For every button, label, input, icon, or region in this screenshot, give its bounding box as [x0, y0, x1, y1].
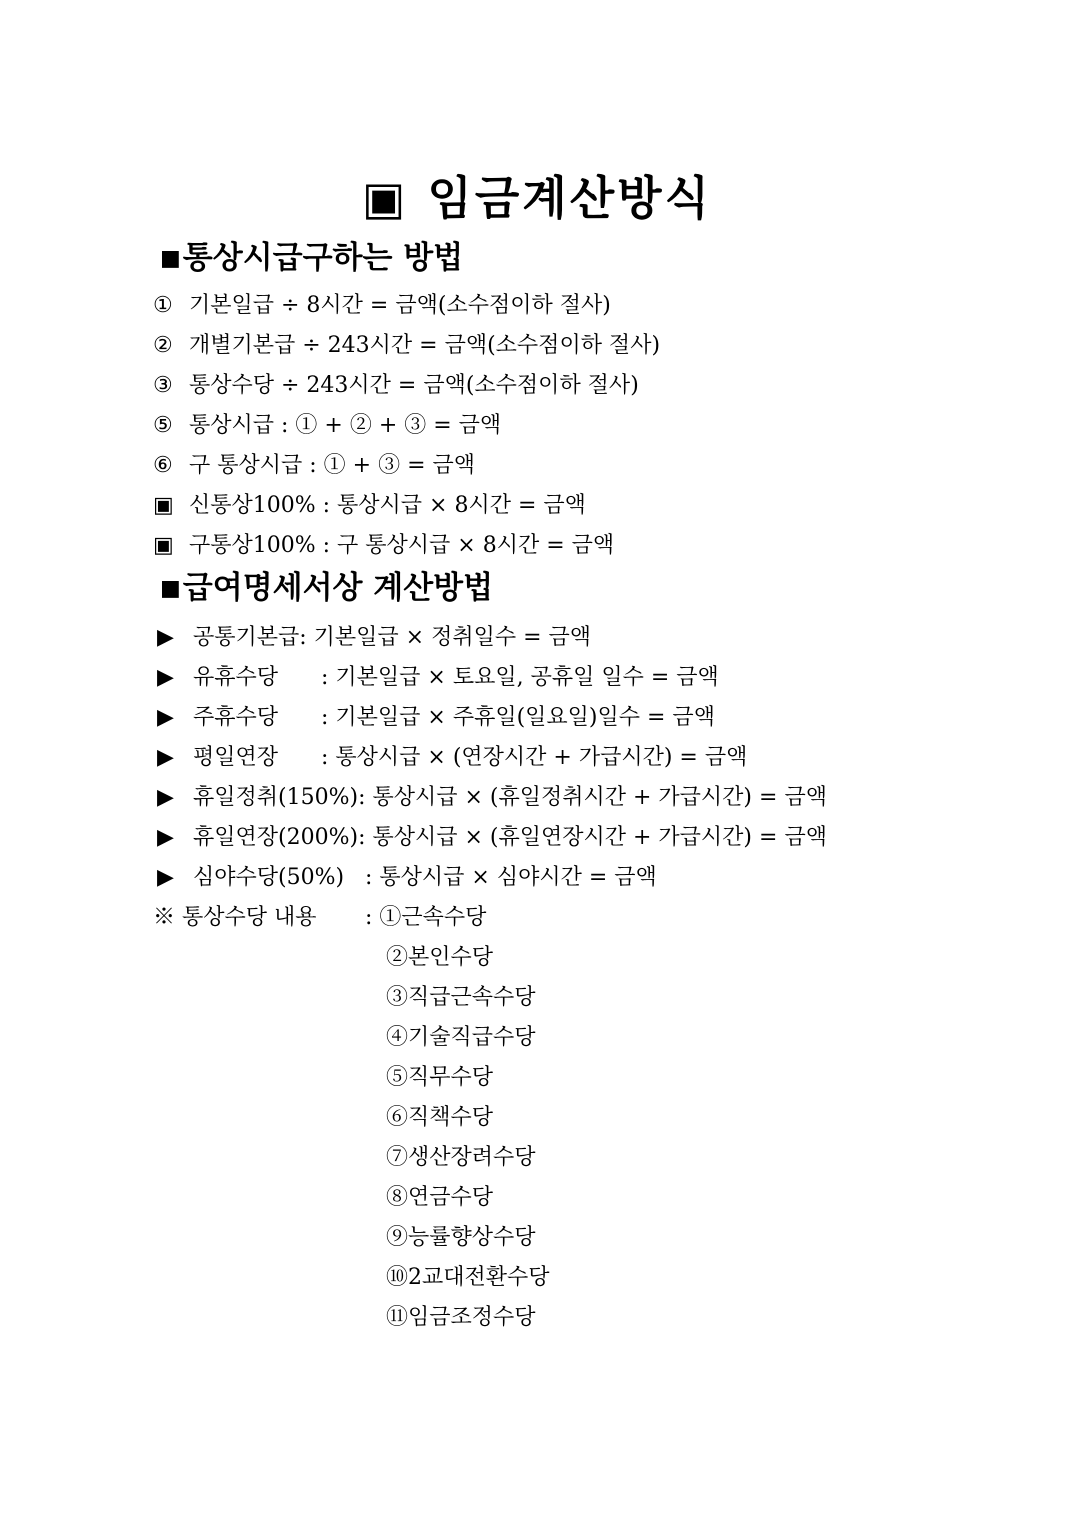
circled-number-icon: ① [153, 293, 173, 318]
list-item [157, 663, 719, 693]
item-label: 심야수당(50%) [193, 865, 345, 890]
triangle-bullet-icon: ▶ [157, 705, 174, 730]
allowance-item: ⑧연금수당 [386, 1185, 494, 1210]
list-item [153, 291, 611, 321]
formula-text: : 기본일급 × 정취일수 = 금액 [299, 625, 592, 650]
formula-text: 통상시급 : ① + ② + ③ = 금액 [189, 413, 502, 438]
list-item [153, 531, 614, 561]
formula-text: : 통상시급 × (휴일정취시간 + 가급시간) = 금액 [358, 785, 827, 810]
page-title: ▣ 임금계산방식 [361, 171, 713, 225]
circled-number-icon: ⑤ [153, 413, 173, 438]
triangle-bullet-icon: ▶ [157, 865, 174, 890]
note-label: ※ 통상수당 내용 [153, 905, 317, 930]
circled-number-icon: ② [153, 333, 173, 358]
triangle-bullet-icon: ▶ [157, 785, 174, 810]
formula-text: : 기본일급 × 주휴일(일요일)일수 = 금액 [321, 705, 715, 730]
section-heading-text: 급여명세서상 계산방법 [182, 570, 494, 606]
formula-text: 개별기본급 ÷ 243시간 = 금액(소수점이하 절사) [189, 333, 661, 358]
allowance-note [153, 903, 486, 933]
item-label: 주휴수당 [193, 705, 279, 730]
item-label: 휴일연장(200%) [193, 825, 359, 850]
list-item [153, 411, 501, 441]
list-item [157, 623, 591, 653]
circled-number-icon: ③ [153, 373, 173, 398]
square-bullet-icon: ■ [160, 576, 181, 601]
formula-text: : 통상시급 × 심야시간 = 금액 [365, 865, 657, 890]
allowance-item: ④기술직급수당 [386, 1025, 536, 1050]
boxed-square-icon: ▣ [153, 493, 174, 518]
circled-number-icon: ⑥ [153, 453, 173, 478]
formula-text: 통상수당 ÷ 243시간 = 금액(소수점이하 절사) [189, 373, 639, 398]
allowance-item: ⑪임금조정수당 [386, 1305, 536, 1330]
item-label: 휴일정취(150%) [193, 785, 359, 810]
formula-text: : 통상시급 × (휴일연장시간 + 가급시간) = 금액 [358, 825, 827, 850]
square-bullet-icon: ■ [160, 246, 181, 271]
triangle-bullet-icon: ▶ [157, 665, 174, 690]
formula-text: 구 통상시급 : ① + ③ = 금액 [189, 453, 475, 478]
allowance-item: ⑦생산장려수당 [386, 1145, 536, 1170]
formula-text: 구통상100% : 구 통상시급 × 8시간 = 금액 [189, 533, 615, 558]
section-heading-text: 통상시급구하는 방법 [182, 240, 464, 276]
formula-text: 기본일급 ÷ 8시간 = 금액(소수점이하 절사) [189, 293, 611, 318]
allowance-item: ②본인수당 [386, 945, 494, 970]
allowance-item: ⑩2교대전환수당 [386, 1265, 550, 1290]
boxed-square-icon: ▣ [153, 533, 174, 558]
item-label: 유휴수당 [193, 665, 279, 690]
list-item [157, 783, 827, 813]
list-item [157, 823, 827, 853]
section-heading-ordinary-wage [160, 238, 463, 279]
formula-text: : 통상시급 × (연장시간 + 가급시간) = 금액 [321, 745, 748, 770]
allowance-item: ⑨능률향상수당 [386, 1225, 536, 1250]
list-item [157, 703, 715, 733]
item-label: 공통기본급 [193, 625, 300, 650]
item-label: 평일연장 [193, 745, 279, 770]
formula-text: : 기본일급 × 토요일, 공휴일 일수 = 금액 [321, 665, 719, 690]
formula-text: 신통상100% : 통상시급 × 8시간 = 금액 [189, 493, 586, 518]
allowance-item: ⑤직무수당 [386, 1065, 494, 1090]
list-item [157, 743, 747, 773]
triangle-bullet-icon: ▶ [157, 625, 174, 650]
list-item [153, 451, 475, 481]
list-item [153, 491, 586, 521]
allowance-item: ⑥직책수당 [386, 1105, 494, 1130]
allowance-item: ③직급근속수당 [386, 985, 536, 1010]
list-item [153, 331, 660, 361]
allowance-item: : ①근속수당 [365, 905, 487, 930]
triangle-bullet-icon: ▶ [157, 745, 174, 770]
list-item [153, 371, 639, 401]
list-item [157, 863, 657, 893]
section-heading-payslip [160, 568, 493, 609]
triangle-bullet-icon: ▶ [157, 825, 174, 850]
